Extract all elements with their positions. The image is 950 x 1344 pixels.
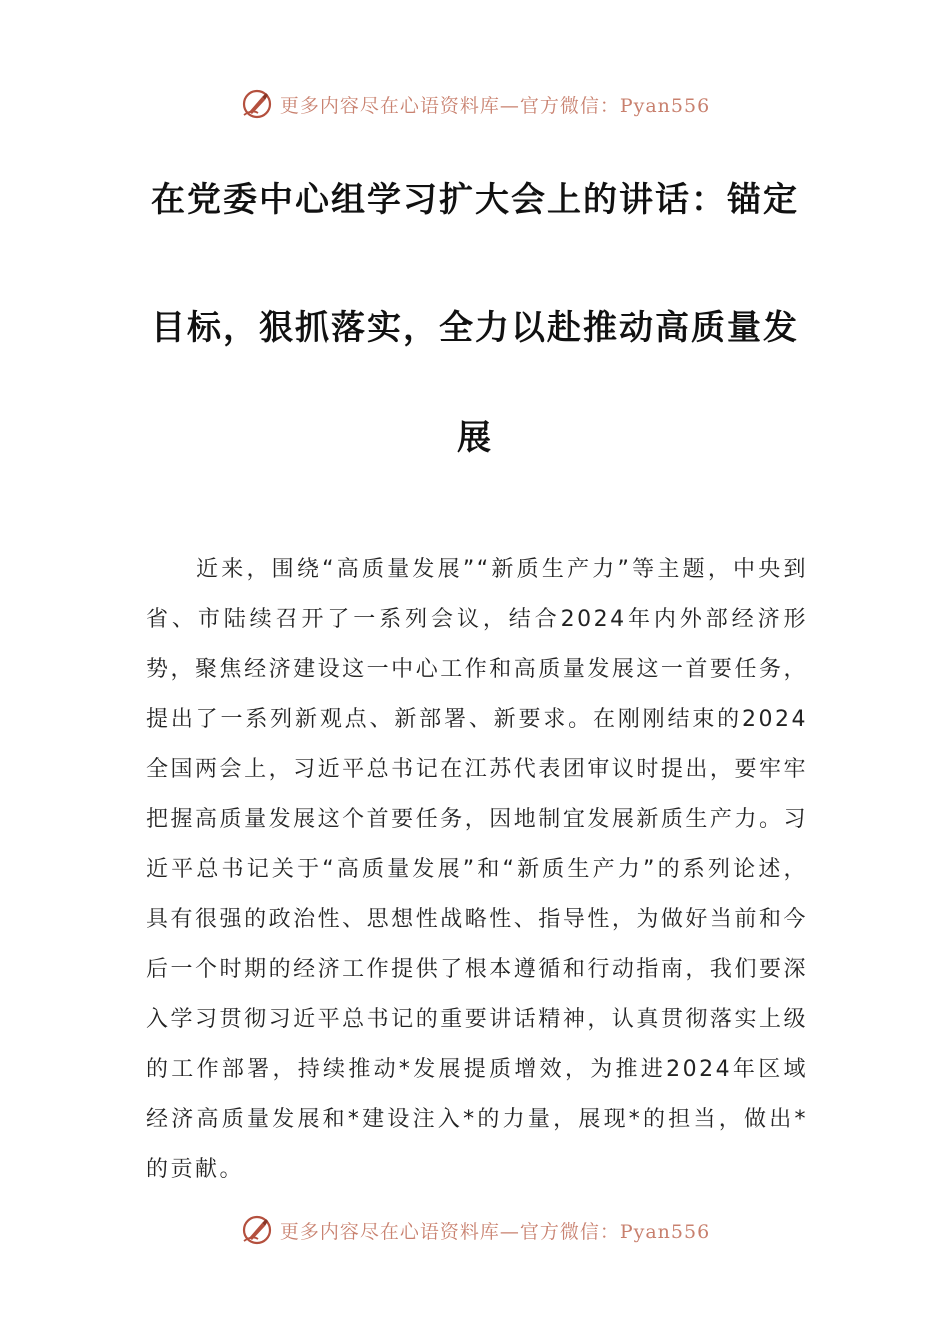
watermark-text: 更多内容尽在心语资料库—官方微信：Pyan556 (279, 1220, 711, 1243)
pen-logo-icon (240, 87, 274, 121)
pen-logo-icon (240, 1213, 274, 1247)
title-line-3: 展 (457, 418, 493, 458)
document-title (120, 166, 830, 486)
title-line-1: 在党委中心组学习扩大会上的讲话：锚定 (151, 180, 799, 220)
title-line-2: 目标，狠抓落实，全力以赴推动高质量发 (151, 308, 799, 348)
body-paragraph: 近来，围绕“高质量发展”“新质生产力”等主题，中央到省、市陆续召开了一系列会议，结合2024年内外部经济形势，聚焦经济建设这一中心工作和高质量发展这一首要任务，提出了一系列新观点、新部署、新要求。在刚刚结束的2024全国两会上，习近平总书记在江苏代表团审议时提出，要牢牢把握高质量发展这个首要任务，因地制宜发展新质生产力。习近平总书记关于“高质量发展”和“新质生产力”的系列论述，具有很强的政治性、思想性战略性、指导性，为做好当前和今后一个时期的经济工作提供了根本遵循和行动指南，我们要深入学习贯彻习近平总书记的重要讲话精神，认真贯彻落实上级的工作部署，持续推动*发展提质增效，为推进2024年区域经济高质量发展和*建设注入*的力量，展现*的担当，做出*的贡献。 (146, 557, 808, 1182)
footer-watermark (0, 1210, 950, 1250)
header-watermark (0, 84, 950, 124)
watermark-text: 更多内容尽在心语资料库—官方微信：Pyan556 (279, 94, 711, 117)
